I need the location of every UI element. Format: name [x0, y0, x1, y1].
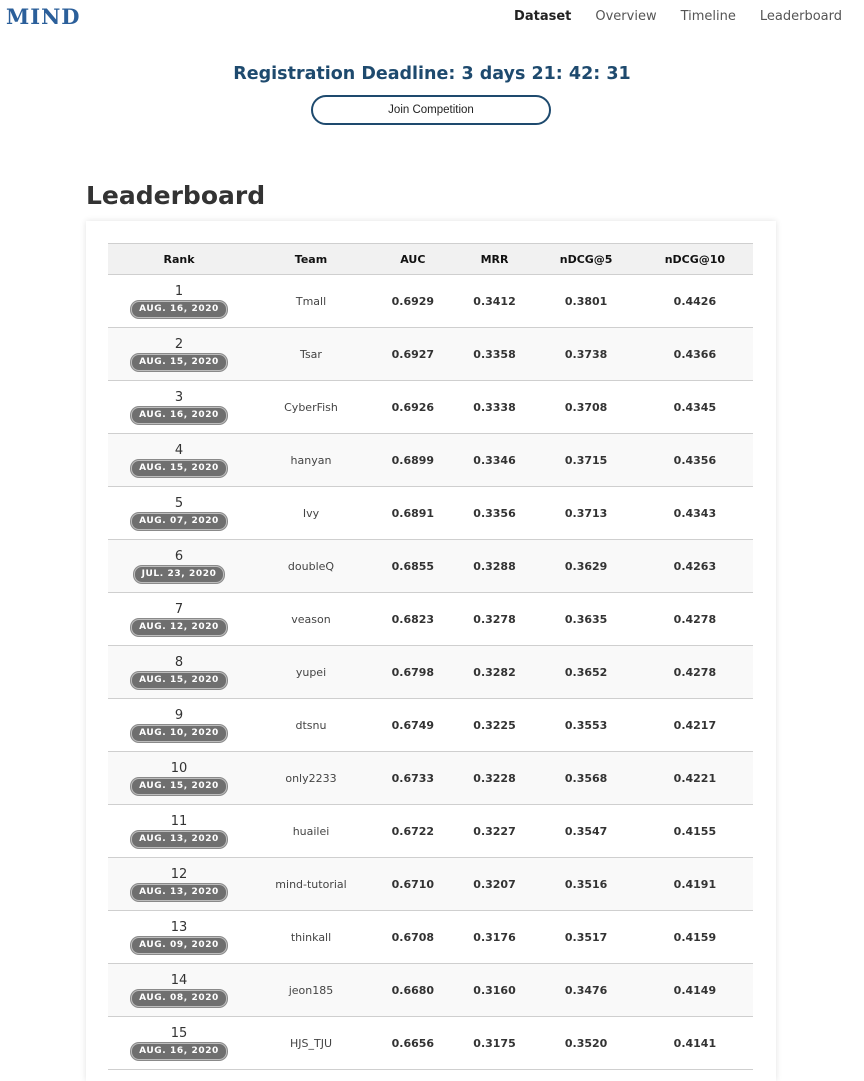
rank-number: 12 — [170, 867, 188, 882]
team-name: only2233 — [250, 752, 372, 805]
team-name: hanyan — [250, 434, 372, 487]
rank-cell — [108, 805, 250, 858]
auc-value: 0.6749 — [372, 699, 454, 752]
main-nav — [514, 9, 842, 24]
team-name: mind-tutorial — [250, 858, 372, 911]
ndcg5-value: 0.3801 — [535, 275, 636, 328]
team-name: CyberFish — [250, 381, 372, 434]
ndcg10-value: 0.4159 — [637, 911, 753, 964]
auc-value: 0.6891 — [372, 487, 454, 540]
auc-value: 0.6927 — [372, 328, 454, 381]
mrr-value: 0.3207 — [454, 858, 536, 911]
submission-date-badge: AUG. 13, 2020 — [131, 831, 227, 848]
table-row — [108, 858, 753, 911]
mrr-value: 0.3176 — [454, 911, 536, 964]
ndcg5-value: 0.3715 — [535, 434, 636, 487]
auc-value: 0.6929 — [372, 275, 454, 328]
join-competition-button[interactable]: Join Competition — [311, 95, 551, 125]
submission-date-badge: AUG. 13, 2020 — [131, 884, 227, 901]
rank-cell — [108, 858, 250, 911]
column-header-ndcg10: nDCG@10 — [637, 244, 753, 275]
mrr-value: 0.3227 — [454, 805, 536, 858]
rank-cell — [108, 964, 250, 1017]
submission-date-badge: AUG. 15, 2020 — [131, 460, 227, 477]
mrr-value: 0.3228 — [454, 752, 536, 805]
team-name: veason — [250, 593, 372, 646]
rank-number: 15 — [170, 1026, 188, 1041]
submission-date-badge: AUG. 15, 2020 — [131, 354, 227, 371]
table-row — [108, 699, 753, 752]
rank-cell — [108, 646, 250, 699]
ndcg10-value: 0.4221 — [637, 752, 753, 805]
team-name: dtsnu — [250, 699, 372, 752]
ndcg5-value: 0.3516 — [535, 858, 636, 911]
mrr-value: 0.3278 — [454, 593, 536, 646]
ndcg5-value: 0.3568 — [535, 752, 636, 805]
ndcg5-value: 0.3629 — [535, 540, 636, 593]
leaderboard-body — [108, 275, 753, 1070]
ndcg5-value: 0.3517 — [535, 911, 636, 964]
leaderboard-title: Leaderboard — [86, 181, 266, 210]
ndcg10-value: 0.4366 — [637, 328, 753, 381]
nav-timeline[interactable]: Timeline — [680, 9, 736, 24]
rank-number: 4 — [174, 443, 184, 458]
rank-cell — [108, 752, 250, 805]
table-row — [108, 593, 753, 646]
table-row — [108, 328, 753, 381]
rank-cell — [108, 540, 250, 593]
rank-cell — [108, 911, 250, 964]
table-row — [108, 911, 753, 964]
mrr-value: 0.3225 — [454, 699, 536, 752]
submission-date-badge: AUG. 08, 2020 — [131, 990, 227, 1007]
auc-value: 0.6855 — [372, 540, 454, 593]
table-row — [108, 646, 753, 699]
auc-value: 0.6722 — [372, 805, 454, 858]
ndcg5-value: 0.3547 — [535, 805, 636, 858]
column-header-ndcg5: nDCG@5 — [535, 244, 636, 275]
ndcg5-value: 0.3476 — [535, 964, 636, 1017]
nav-leaderboard[interactable]: Leaderboard — [759, 9, 842, 24]
rank-number: 11 — [170, 814, 188, 829]
auc-value: 0.6710 — [372, 858, 454, 911]
auc-value: 0.6680 — [372, 964, 454, 1017]
ndcg10-value: 0.4263 — [637, 540, 753, 593]
ndcg5-value: 0.3713 — [535, 487, 636, 540]
submission-date-badge: AUG. 16, 2020 — [131, 407, 227, 424]
mrr-value: 0.3175 — [454, 1017, 536, 1070]
submission-date-badge: AUG. 12, 2020 — [131, 619, 227, 636]
team-name: huailei — [250, 805, 372, 858]
rank-cell — [108, 487, 250, 540]
auc-value: 0.6656 — [372, 1017, 454, 1070]
rank-number: 6 — [174, 549, 184, 564]
rank-cell — [108, 434, 250, 487]
ndcg10-value: 0.4356 — [637, 434, 753, 487]
rank-number: 14 — [170, 973, 188, 988]
mrr-value: 0.3412 — [454, 275, 536, 328]
rank-number: 10 — [170, 761, 188, 776]
column-header-mrr: MRR — [454, 244, 536, 275]
ndcg10-value: 0.4191 — [637, 858, 753, 911]
submission-date-badge: JUL. 23, 2020 — [134, 566, 225, 583]
table-row — [108, 752, 753, 805]
table-row — [108, 275, 753, 328]
submission-date-badge: AUG. 16, 2020 — [131, 301, 227, 318]
team-name: Tsar — [250, 328, 372, 381]
submission-date-badge: AUG. 16, 2020 — [131, 1043, 227, 1060]
submission-date-badge: AUG. 15, 2020 — [131, 672, 227, 689]
rank-cell — [108, 275, 250, 328]
rank-number: 8 — [174, 655, 184, 670]
nav-dataset[interactable]: Dataset — [514, 9, 572, 24]
mrr-value: 0.3282 — [454, 646, 536, 699]
table-row — [108, 964, 753, 1017]
submission-date-badge: AUG. 07, 2020 — [131, 513, 227, 530]
rank-cell — [108, 1017, 250, 1070]
auc-value: 0.6899 — [372, 434, 454, 487]
ndcg5-value: 0.3520 — [535, 1017, 636, 1070]
rank-number: 2 — [174, 337, 184, 352]
ndcg10-value: 0.4278 — [637, 646, 753, 699]
auc-value: 0.6926 — [372, 381, 454, 434]
rank-number: 1 — [174, 284, 184, 299]
mrr-value: 0.3346 — [454, 434, 536, 487]
rank-cell — [108, 328, 250, 381]
ndcg10-value: 0.4343 — [637, 487, 753, 540]
ndcg10-value: 0.4426 — [637, 275, 753, 328]
mrr-value: 0.3288 — [454, 540, 536, 593]
rank-number: 5 — [174, 496, 184, 511]
auc-value: 0.6708 — [372, 911, 454, 964]
table-row — [108, 434, 753, 487]
table-row — [108, 540, 753, 593]
ndcg5-value: 0.3635 — [535, 593, 636, 646]
rank-cell — [108, 699, 250, 752]
leaderboard-table — [108, 243, 753, 1070]
auc-value: 0.6798 — [372, 646, 454, 699]
rank-cell — [108, 593, 250, 646]
rank-cell — [108, 381, 250, 434]
submission-date-badge: AUG. 15, 2020 — [131, 778, 227, 795]
ndcg10-value: 0.4217 — [637, 699, 753, 752]
submission-date-badge: AUG. 09, 2020 — [131, 937, 227, 954]
ndcg5-value: 0.3708 — [535, 381, 636, 434]
auc-value: 0.6733 — [372, 752, 454, 805]
table-row — [108, 1017, 753, 1070]
ndcg10-value: 0.4345 — [637, 381, 753, 434]
rank-number: 3 — [174, 390, 184, 405]
rank-number: 7 — [174, 602, 184, 617]
nav-overview[interactable]: Overview — [595, 9, 657, 24]
auc-value: 0.6823 — [372, 593, 454, 646]
submission-date-badge: AUG. 10, 2020 — [131, 725, 227, 742]
mrr-value: 0.3160 — [454, 964, 536, 1017]
team-name: thinkall — [250, 911, 372, 964]
rank-number: 9 — [174, 708, 184, 723]
column-header-team: Team — [250, 244, 372, 275]
ndcg5-value: 0.3652 — [535, 646, 636, 699]
table-header-row — [108, 244, 753, 275]
table-row — [108, 381, 753, 434]
team-name: jeon185 — [250, 964, 372, 1017]
ndcg10-value: 0.4141 — [637, 1017, 753, 1070]
team-name: doubleQ — [250, 540, 372, 593]
registration-deadline: Registration Deadline: 3 days 21: 42: 31 — [233, 64, 631, 84]
column-header-rank: Rank — [108, 244, 250, 275]
team-name: HJS_TJU — [250, 1017, 372, 1070]
ndcg10-value: 0.4149 — [637, 964, 753, 1017]
leaderboard-card — [86, 221, 776, 1081]
ndcg5-value: 0.3738 — [535, 328, 636, 381]
mrr-value: 0.3356 — [454, 487, 536, 540]
team-name: yupei — [250, 646, 372, 699]
table-row — [108, 487, 753, 540]
table-row — [108, 805, 753, 858]
top-bar — [0, 0, 864, 36]
ndcg10-value: 0.4155 — [637, 805, 753, 858]
column-header-auc: AUC — [372, 244, 454, 275]
rank-number: 13 — [170, 920, 188, 935]
ndcg5-value: 0.3553 — [535, 699, 636, 752]
mrr-value: 0.3358 — [454, 328, 536, 381]
team-name: Ivy — [250, 487, 372, 540]
site-logo[interactable]: MIND — [6, 4, 81, 29]
ndcg10-value: 0.4278 — [637, 593, 753, 646]
team-name: Tmall — [250, 275, 372, 328]
mrr-value: 0.3338 — [454, 381, 536, 434]
